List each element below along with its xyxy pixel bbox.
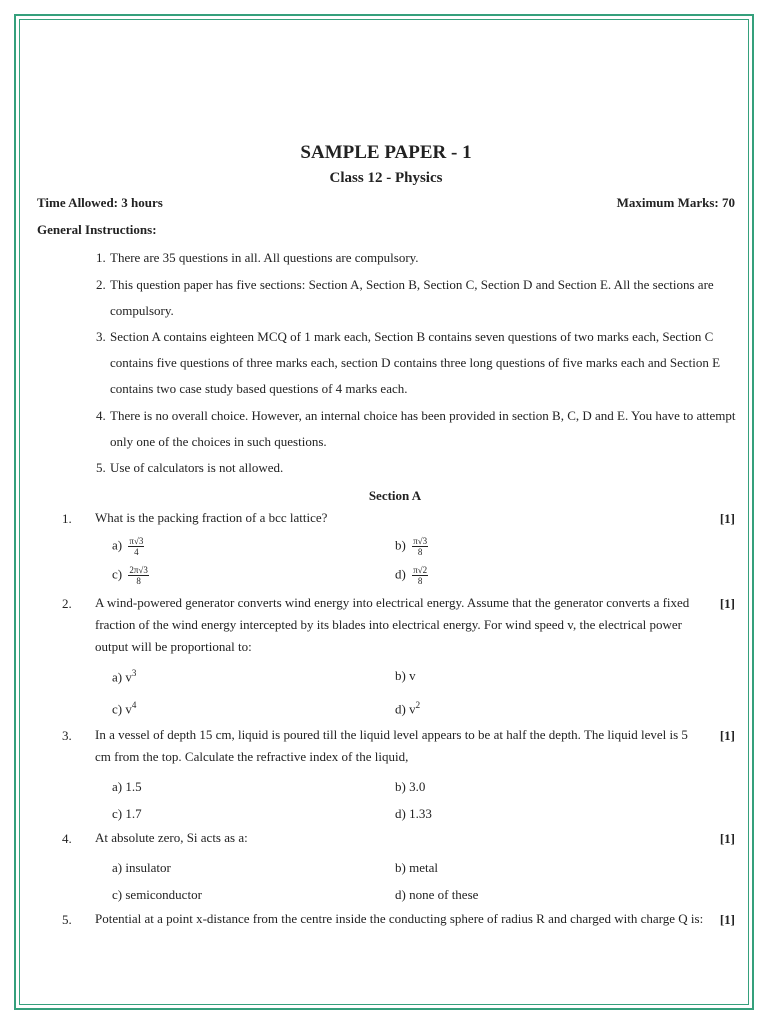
- option-base: v: [409, 668, 416, 683]
- fraction: [128, 565, 148, 586]
- option-text: 1.7: [125, 806, 142, 821]
- question-text: What is the packing fraction of a bcc lattice?: [95, 510, 328, 525]
- instruction-number: 2.: [96, 277, 106, 292]
- option-c[interactable]: [112, 806, 142, 822]
- option-d[interactable]: [395, 806, 432, 822]
- option-label: c): [112, 701, 123, 717]
- option-text: none of these: [409, 887, 479, 902]
- instruction-text: There is no overall choice. However, an internal choice has been provided in section B, C, D and E. You have to attempt only one of the choices in such questions.: [110, 408, 736, 449]
- question-number: 3.: [62, 728, 72, 743]
- option-exponent: 3: [131, 668, 137, 678]
- fraction: [128, 536, 144, 557]
- fraction-denominator: 4: [134, 547, 139, 557]
- option-b[interactable]: [395, 668, 416, 684]
- instruction-number: 5.: [96, 460, 106, 475]
- option-text: 1.5: [125, 779, 142, 794]
- option-label: d): [395, 566, 406, 582]
- question-text: In a vessel of depth 15 cm, liquid is poured till the liquid level appears to be at half the depth. The liquid level is 5 cm from the top. Calculate the refractive index of the liquid,: [95, 727, 688, 764]
- option-label: c): [112, 566, 123, 582]
- question-marks: [1]: [719, 912, 735, 927]
- option-base: v: [125, 669, 132, 685]
- option-label: a): [112, 669, 123, 685]
- fraction-denominator: 8: [136, 576, 141, 586]
- option-label: a): [112, 537, 123, 553]
- option-b[interactable]: [395, 860, 438, 876]
- instruction-number: 3.: [96, 329, 106, 344]
- option-b[interactable]: [395, 536, 428, 557]
- fraction-numerator: π√2: [413, 565, 428, 575]
- instruction-number: 1.: [96, 250, 106, 265]
- option-label: d): [395, 887, 406, 902]
- instruction-text: This question paper has five sections: Section A, Section B, Section C, Section D and Section E. All the sections are compulsory.: [110, 277, 714, 318]
- option-d[interactable]: [395, 565, 428, 586]
- time-allowed: Time Allowed: 3 hours: [37, 195, 163, 210]
- instruction-text: Use of calculators is not allowed.: [110, 460, 284, 475]
- fraction-numerator: 2π√3: [129, 565, 148, 575]
- fraction-denominator: 8: [417, 576, 423, 586]
- option-label: d): [395, 806, 406, 821]
- option-label: c): [112, 887, 123, 902]
- option-label: b): [395, 537, 406, 553]
- paper-subtitle: Class 12 - Physics: [329, 170, 443, 186]
- option-a[interactable]: [112, 779, 142, 795]
- question-number: 4.: [62, 831, 72, 846]
- option-a[interactable]: [112, 536, 144, 557]
- option-label: b): [395, 668, 406, 683]
- option-base: v: [125, 701, 132, 717]
- fraction: [412, 565, 428, 586]
- instruction-item: [96, 324, 736, 402]
- option-label: b): [395, 779, 406, 794]
- instruction-item: [96, 272, 736, 324]
- question-number: 1.: [62, 511, 72, 526]
- option-base: v: [409, 701, 416, 717]
- option-d[interactable]: [395, 887, 478, 903]
- maximum-marks: Maximum Marks: 70: [616, 195, 735, 210]
- option-label: b): [395, 860, 406, 875]
- option-a[interactable]: [112, 668, 136, 685]
- option-text: 3.0: [409, 779, 426, 794]
- fraction-numerator: π√3: [413, 536, 428, 546]
- option-exponent: 2: [415, 700, 421, 710]
- question-text: At absolute zero, Si acts as a:: [95, 830, 248, 845]
- instruction-item: [96, 403, 736, 455]
- fraction-numerator: π√3: [129, 536, 144, 546]
- option-label: a): [112, 860, 123, 875]
- instruction-item: [96, 245, 736, 271]
- fraction: [412, 536, 428, 557]
- instruction-text: There are 35 questions in all. All questions are compulsory.: [110, 250, 419, 265]
- instruction-item: [96, 455, 736, 481]
- option-label: a): [112, 779, 123, 794]
- question-marks: [1]: [719, 831, 735, 846]
- question-marks: [1]: [719, 728, 735, 743]
- option-d[interactable]: [395, 700, 420, 717]
- paper-title: SAMPLE PAPER - 1: [300, 142, 472, 163]
- instruction-text: Section A contains eighteen MCQ of 1 mark each, Section B contains seven questions of two marks each, Section C contains five questions of three marks each, section D contains three long questions of five marks each and Section E contains two case study based questions of 4 marks each.: [110, 329, 721, 396]
- option-b[interactable]: [395, 779, 425, 795]
- question-text: Potential at a point x-distance from the centre inside the conducting sphere of radius R and charged with charge Q is:: [95, 911, 704, 926]
- option-a[interactable]: [112, 860, 171, 876]
- option-text: semiconductor: [125, 887, 202, 902]
- instruction-number: 4.: [96, 408, 106, 423]
- question-marks: [1]: [719, 511, 735, 526]
- option-label: c): [112, 806, 123, 821]
- question-text: A wind-powered generator converts wind energy into electrical energy. Assume that the generator converts a fixed fraction of the wind energy intercepted by its blades into electrical energy. For wind speed v, the electrical power output will be proportional to:: [95, 595, 690, 654]
- fraction-denominator: 8: [417, 547, 423, 557]
- question-number: 5.: [62, 912, 72, 927]
- option-c[interactable]: [112, 700, 136, 717]
- option-text: insulator: [125, 860, 171, 875]
- option-text: metal: [409, 860, 438, 875]
- option-text: 1.33: [409, 806, 432, 821]
- question-marks: [1]: [719, 596, 735, 611]
- option-label: d): [395, 701, 406, 717]
- section-heading: Section A: [368, 488, 422, 503]
- general-instructions-heading: General Instructions:: [37, 222, 157, 237]
- option-c[interactable]: [112, 887, 202, 903]
- question-number: 2.: [62, 596, 72, 611]
- option-c[interactable]: [112, 565, 149, 586]
- option-exponent: 4: [131, 700, 137, 710]
